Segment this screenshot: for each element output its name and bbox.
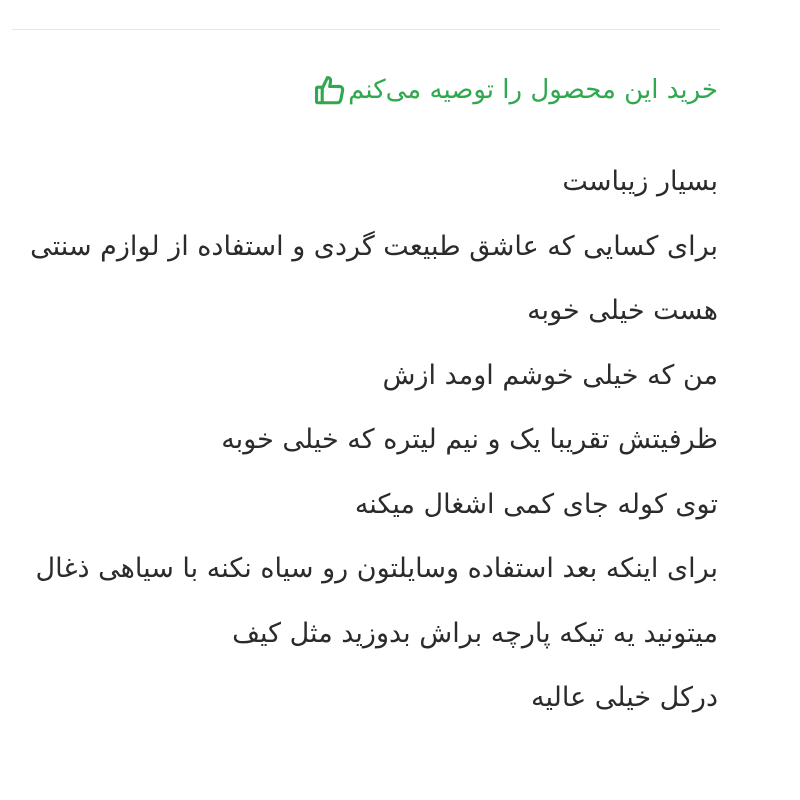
review-line: بسیار زیباست bbox=[562, 166, 718, 197]
review-body bbox=[28, 150, 718, 731]
review-line: توی کوله جای کمی اشغال میکنه bbox=[354, 488, 718, 520]
review-line: برای اینکه بعد استفاده وسایلتون رو سیاه نکنه با سیاهی ذغال میتونید یه تیکه پارچه براش بدوزید مثل کیف bbox=[35, 553, 718, 649]
review-line: من که خیلی خوشم اومد ازش bbox=[382, 359, 718, 391]
review-line: ظرفیتش تقریبا یک و نیم لیتره که خیلی خوبه bbox=[221, 424, 718, 455]
thumbs-up-icon bbox=[312, 72, 348, 108]
recommendation-badge bbox=[304, 64, 718, 116]
review-line: درکل خیلی عالیه bbox=[531, 682, 718, 713]
recommendation-label: خرید این محصول را توصیه می‌کنم bbox=[348, 75, 718, 105]
section-divider bbox=[12, 29, 720, 30]
review-line: برای کسایی که عاشق طبیعت گردی و استفاده از لوازم سنتی هست خیلی خوبه bbox=[30, 230, 718, 326]
